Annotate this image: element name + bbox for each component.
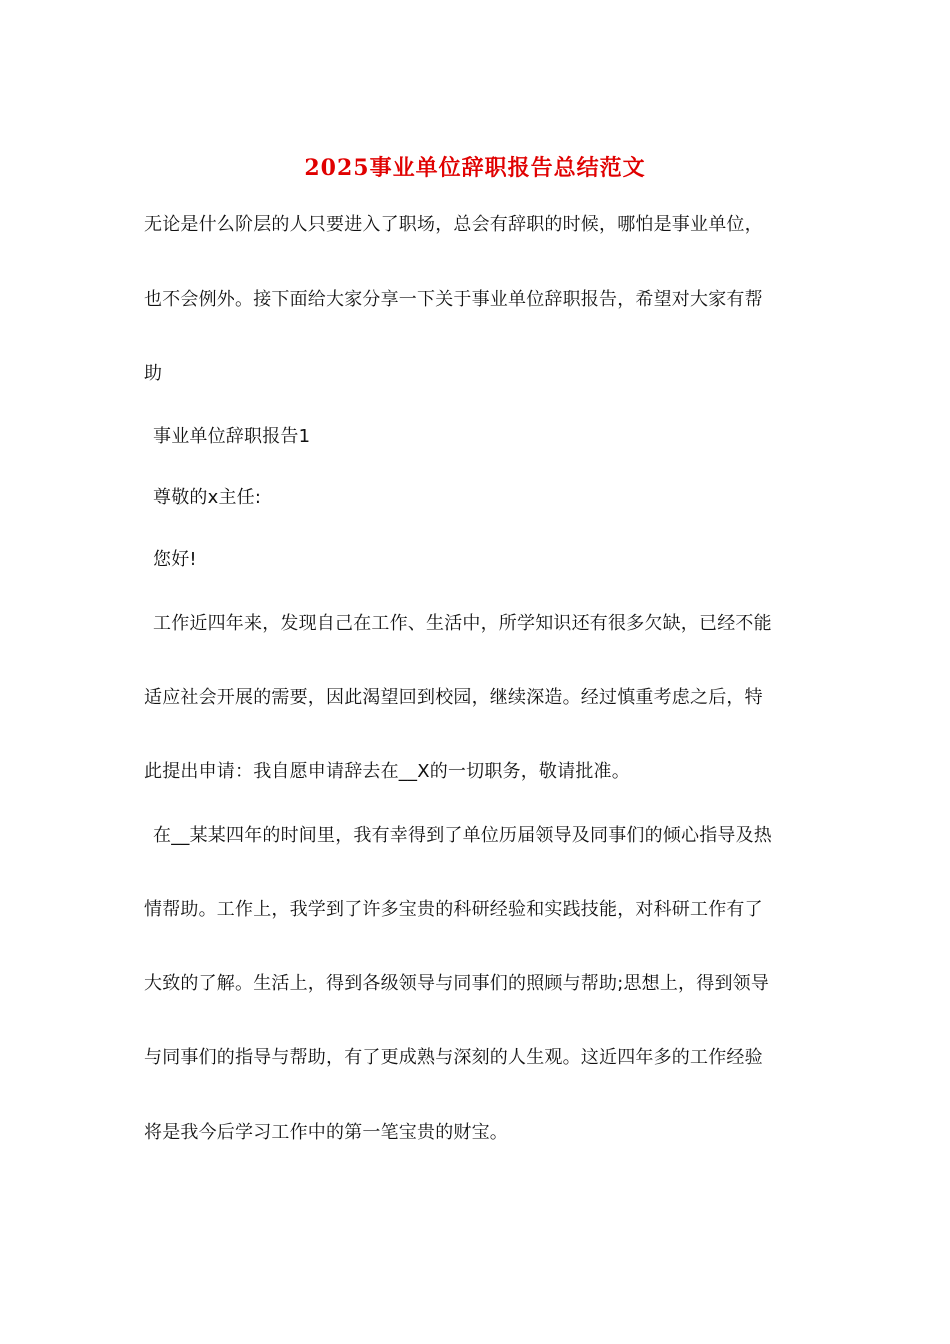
intro-line: 无论是什么阶层的人只要进入了职场，总会有辞职的时候，哪怕是事业单位， [144, 214, 763, 235]
paragraph-line: 大致的了解。生活上，得到各级领导与同事们的照顾与帮助;思想上，得到领导 [144, 973, 770, 994]
intro-line: 也不会例外。接下面给大家分享一下关于事业单位辞职报告，希望对大家有帮 [144, 289, 763, 310]
document-title: 2025事业单位辞职报告总结范文 [304, 155, 646, 181]
paragraph-line: 适应社会开展的需要，因此渴望回到校园，继续深造。经过慎重考虑之后，特 [144, 687, 763, 708]
paragraph-line: 将是我今后学习工作中的第一笔宝贵的财宝。 [144, 1122, 508, 1143]
paragraph-line: 情帮助。工作上，我学到了许多宝贵的科研经验和实践技能，对科研工作有了 [144, 899, 763, 920]
greeting: 您好! [153, 549, 197, 570]
paragraph-line: 在__某某四年的时间里，我有幸得到了单位历届领导及同事们的倾心指导及热 [153, 825, 772, 846]
intro-line: 助 [144, 363, 163, 384]
salutation: 尊敬的x主任: [153, 487, 262, 508]
section-heading: 事业单位辞职报告1 [153, 426, 311, 447]
paragraph-line: 此提出申请：我自愿申请辞去在__X的一切职务，敬请批准。 [144, 761, 630, 782]
paragraph-line: 与同事们的指导与帮助，有了更成熟与深刻的人生观。这近四年多的工作经验 [144, 1047, 763, 1068]
paragraph-line: 工作近四年来，发现自己在工作、生活中，所学知识还有很多欠缺，已经不能 [153, 613, 772, 634]
